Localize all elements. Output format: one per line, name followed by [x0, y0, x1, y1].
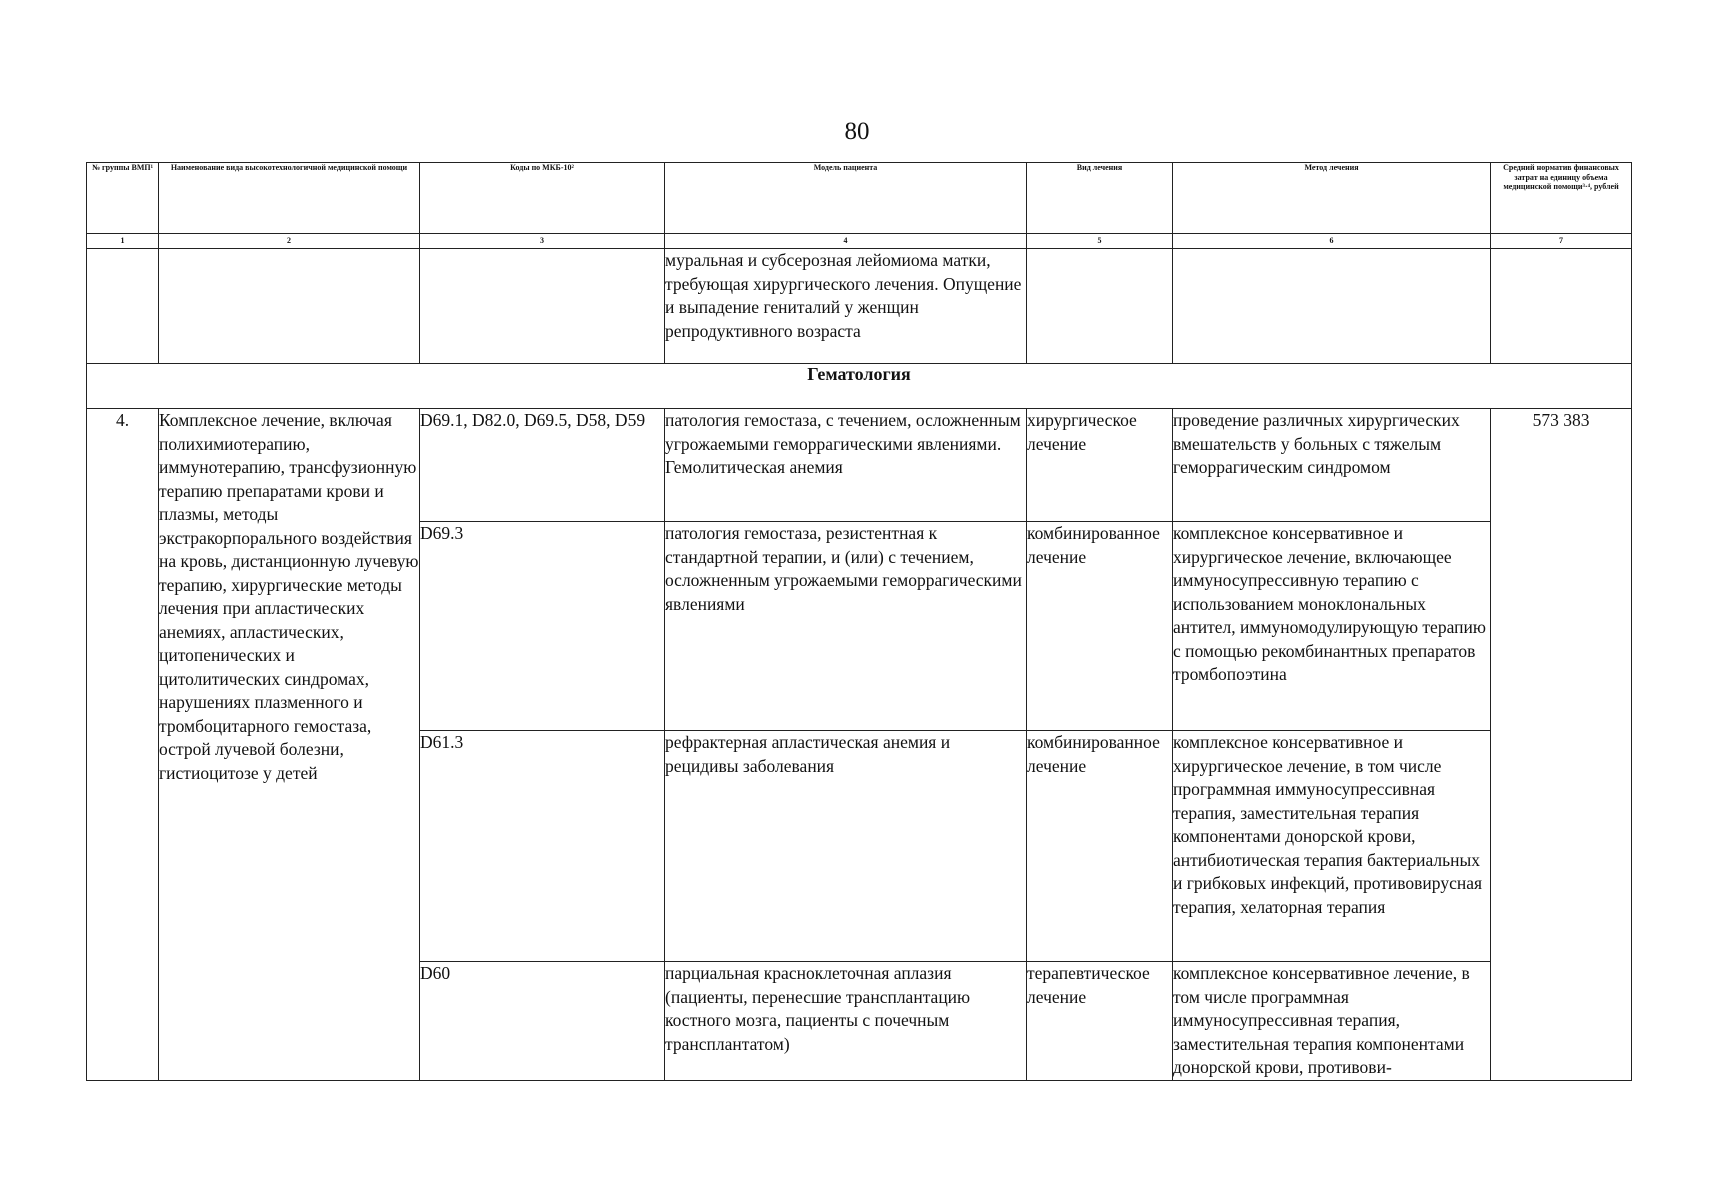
header-icd-codes: Коды по МКБ-10² [420, 163, 665, 234]
treatment-type-cell: терапевтическое лечение [1027, 962, 1173, 1081]
treatment-type-cell: комбинированное лечение [1027, 731, 1173, 962]
header-patient-model: Модель пациента [665, 163, 1027, 234]
treatment-method-cell: комплексное консервативное лечение, в том числе программная иммуносупрессивная терапия, заместительная терапия компонентами донорской крови, противови- [1173, 962, 1491, 1081]
header-group-number: № группы ВМП¹ [87, 163, 159, 234]
table-row [87, 409, 1632, 522]
treatment-method-cell: проведение различных хирургических вмешательств у больных с тяжелым геморрагическим синдромом [1173, 409, 1491, 522]
col-number: 5 [1027, 234, 1173, 249]
icd-codes-cell: D69.3 [420, 522, 665, 731]
header-row [87, 163, 1632, 234]
patient-model-cell: муральная и субсерозная лейомиома матки, требующая хирургического лечения. Опущение и выпадение гениталий у женщин репродуктивного возраста [665, 249, 1027, 364]
treatment-type-cell: комбинированное лечение [1027, 522, 1173, 731]
vmp-table [86, 162, 1632, 1081]
icd-codes-cell: D61.3 [420, 731, 665, 962]
col-number: 6 [1173, 234, 1491, 249]
header-treatment-method: Метод лечения [1173, 163, 1491, 234]
column-number-row [87, 234, 1632, 249]
cost-norm-cell: 573 383 [1491, 409, 1632, 1081]
patient-model-cell: патология гемостаза, с течением, осложненным угрожаемыми геморрагическими явлениями. Гемолитическая анемия [665, 409, 1027, 522]
treatment-method-cell: комплексное консервативное и хирургическое лечение, включающее иммуносупрессивную терапию с использованием моноклональных антител, иммуномодулирующую терапию с помощью рекомбинантных препаратов тромбопоэтина [1173, 522, 1491, 731]
header-cost-norm: Средний норматив финансовых затрат на единицу объема медицинской помощи³·⁴, рублей [1491, 163, 1632, 234]
col-number: 7 [1491, 234, 1632, 249]
col-number: 1 [87, 234, 159, 249]
page-number: 80 [844, 118, 870, 145]
header-treatment-type: Вид лечения [1027, 163, 1173, 234]
treatment-type-cell: хирургическое лечение [1027, 409, 1173, 522]
header-care-type: Наименование вида высокотехнологичной медицинской помощи [159, 163, 420, 234]
icd-codes-cell: D60 [420, 962, 665, 1081]
col-number: 3 [420, 234, 665, 249]
patient-model-cell: рефрактерная апластическая анемия и рецидивы заболевания [665, 731, 1027, 962]
care-type-cell: Комплексное лечение, включая полихимиотерапию, иммунотерапию, трансфузионную терапию препаратами крови и плазмы, методы экстракорпорального воздействия на кровь, дистанционную лучевую терапию, хирургические методы лечения при апластических анемиях, апластических, цитопенических и цитолитических синдромах, нарушениях плазменного и тромбоцитарного гемостаза, острой лучевой болезни, гистиоцитозе у детей [159, 409, 420, 1081]
treatment-method-cell: комплексное консервативное и хирургическое лечение, в том числе программная иммуносупрессивная терапия, заместительная терапия компонентами донорской крови, антибиотическая терапия бактериальных и грибковых инфекций, противовирусная терапия, хелаторная терапия [1173, 731, 1491, 962]
col-number: 4 [665, 234, 1027, 249]
patient-model-cell: патология гемостаза, резистентная к стандартной терапии, и (или) с течением, осложненным угрожаемыми геморрагическими явлениями [665, 522, 1027, 731]
group-number-cell: 4. [87, 409, 159, 1081]
col-number: 2 [159, 234, 420, 249]
icd-codes-cell: D69.1, D82.0, D69.5, D58, D59 [420, 409, 665, 522]
patient-model-cell: парциальная красноклеточная аплазия (пациенты, перенесшие трансплантацию костного мозга, пациенты с почечным трансплантатом) [665, 962, 1027, 1081]
section-row [87, 364, 1632, 409]
continuation-row [87, 249, 1632, 364]
section-title: Гематология [87, 364, 1632, 409]
